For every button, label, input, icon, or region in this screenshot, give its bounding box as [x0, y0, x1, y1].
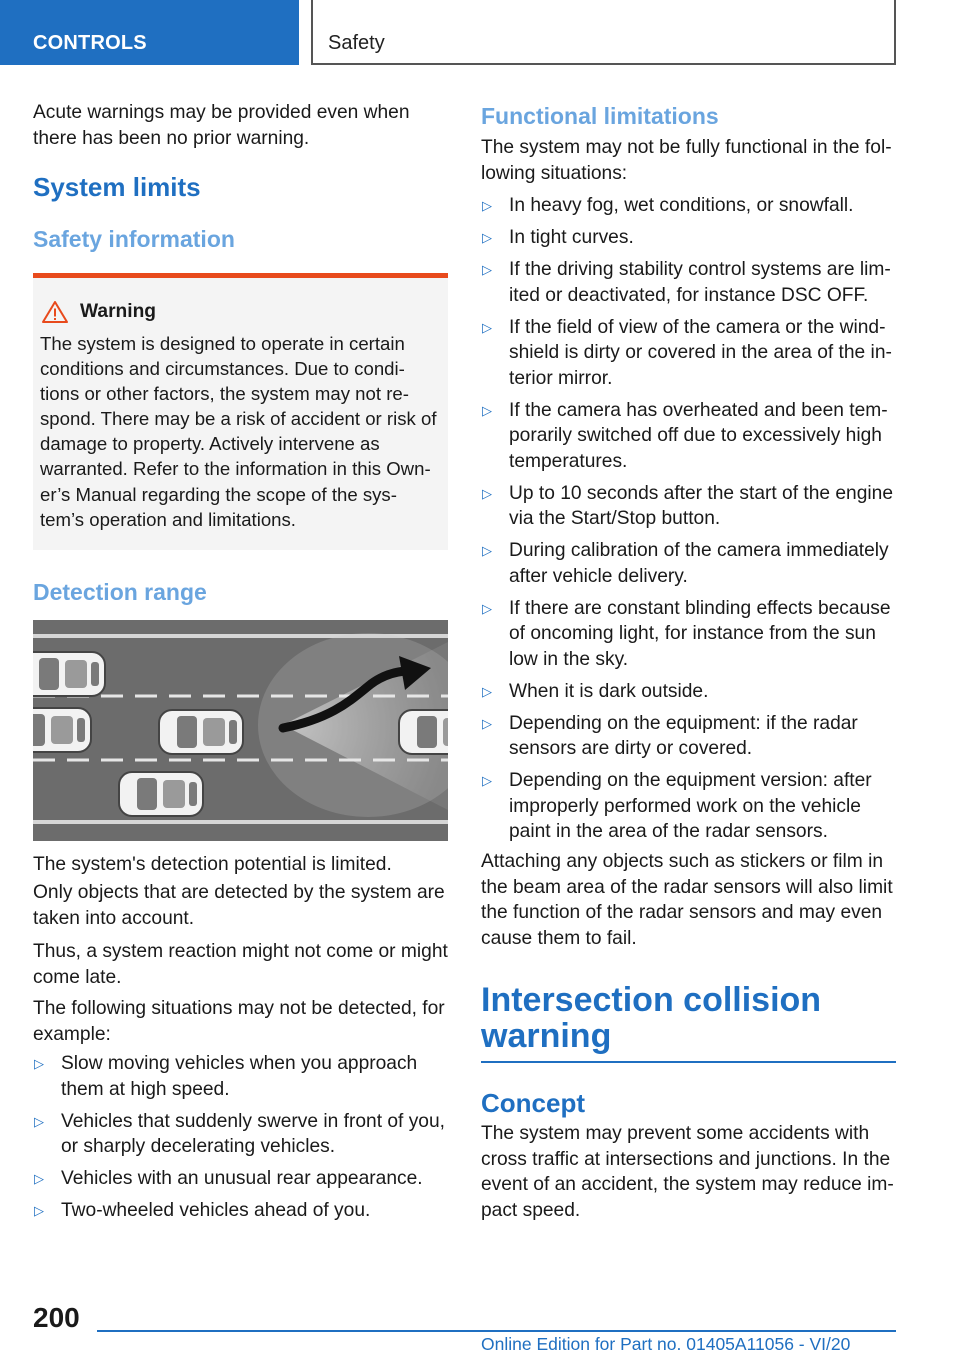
heading-concept: Concept: [481, 1088, 585, 1118]
functional-bullet-list: [481, 193, 896, 845]
list-item: ▷ Two-wheeled vehicles ahead of you.: [33, 1198, 448, 1224]
header-section-label: CONTROLS: [33, 32, 147, 54]
list-item: ▷ If the camera has overheated and been tem-porarily switched off due to excessively high temperatures.: [481, 398, 896, 475]
detection-paragraph-3: Thus, a system reaction might not come or might come late.: [33, 941, 448, 988]
detection-range-diagram: [33, 620, 448, 841]
detection-bullet-list: [33, 1051, 448, 1224]
bullet-triangle-icon: ▷: [482, 543, 492, 558]
detection-range-illustration: [33, 620, 448, 841]
right-column: [481, 100, 896, 1223]
list-item: ▷ In tight curves.: [481, 225, 896, 251]
bullet-triangle-icon: ▷: [482, 773, 492, 788]
header-chapter-box: [311, 0, 896, 65]
bullet-triangle-icon: ▷: [482, 198, 492, 213]
bullet-triangle-icon: ▷: [482, 230, 492, 245]
list-item: ▷ In heavy fog, wet conditions, or snowfall.: [481, 193, 896, 219]
list-item: ▷ Up to 10 seconds after the start of the engine via the Start/Stop button.: [481, 481, 896, 532]
warning-triangle-icon: [41, 300, 69, 324]
heading-functional-limitations: Functional limitations: [481, 103, 719, 129]
heading-detection-range: Detection range: [33, 578, 207, 605]
functional-intro: The system may not be fully functional in the fol-lowing situations:: [481, 137, 892, 184]
heading-system-limits: System limits: [33, 172, 201, 202]
left-column: [33, 100, 448, 1230]
concept-paragraph: The system may prevent some accidents with cross traffic at intersections and junctions. In the event of an accident, the system may reduce im-pact speed.: [481, 1123, 894, 1221]
list-item: ▷ Slow moving vehicles when you approach them at high speed.: [33, 1051, 448, 1102]
footer-edition: Online Edition for Part no. 01405A11056 - VI/20: [481, 1334, 851, 1354]
warning-box: [33, 273, 448, 550]
list-item: ▷ Depending on the equipment version: after improperly performed work on the vehicle paint in the area of the radar sensors.: [481, 768, 896, 845]
list-item: ▷ When it is dark outside.: [481, 679, 896, 705]
list-item: ▷ If the field of view of the camera or the wind-shield is dirty or covered in the area of the in-terior mirror.: [481, 315, 896, 392]
footer-rule: [97, 1330, 896, 1332]
list-item: ▷ Vehicles that suddenly swerve in front of you, or sharply decelerating vehicles.: [33, 1109, 448, 1160]
header-section-tab: [0, 0, 299, 65]
bullet-triangle-icon: ▷: [34, 1113, 44, 1129]
bullet-triangle-icon: ▷: [34, 1171, 44, 1187]
bullet-triangle-icon: ▷: [482, 715, 492, 731]
functional-outro: Attaching any objects such as stickers or film in the beam area of the radar sensors will also limit the function of the radar sensors and may even cause them to fail.: [481, 851, 893, 949]
bullet-triangle-icon: ▷: [34, 1056, 44, 1072]
detection-paragraph-2: Only objects that are detected by the system are taken into account.: [33, 882, 445, 929]
detection-paragraph-1: The system's detection potential is limited.: [33, 853, 392, 875]
bullet-triangle-icon: ▷: [482, 402, 492, 418]
list-item: ▷ If the driving stability control systems are lim-ited or deactivated, for instance DSC OFF.: [481, 257, 896, 308]
list-item: ▷ If there are constant blinding effects because of oncoming light, for instance from the sun low in the sky.: [481, 596, 896, 673]
bullet-triangle-icon: ▷: [482, 485, 492, 501]
list-item: ▷ Vehicles with an unusual rear appearance.: [33, 1166, 448, 1192]
intro-paragraph: Acute warnings may be provided even when there has been no prior warning.: [33, 102, 410, 149]
warning-title: [40, 299, 440, 324]
warning-title-text: Warning: [80, 301, 157, 322]
page-number: 200: [33, 1302, 80, 1333]
bullet-triangle-icon: ▷: [482, 262, 492, 277]
heading-safety-information: Safety information: [33, 226, 235, 252]
header-chapter-label: Safety: [328, 32, 385, 54]
bullet-triangle-icon: ▷: [482, 319, 492, 335]
list-item: ▷ Depending on the equipment: if the radar sensors are dirty or covered.: [481, 711, 896, 762]
list-item: ▷ During calibration of the camera immediately after vehicle delivery.: [481, 538, 896, 589]
detection-paragraph-4: The following situations may not be detected, for example:: [33, 998, 445, 1045]
bullet-triangle-icon: ▷: [34, 1203, 44, 1219]
warning-body: The system is designed to operate in certain conditions and circumstances. Due to condi-tions or other factors, the system may not re-spond. There may be a risk of accident or risk of damage to property. Actively intervene as warranted. Refer to the information in this Own-er’s Manual regarding the scope of the sys-tem’s operation and limitations.: [40, 333, 437, 530]
heading-intersection-collision-warning: Intersection collision warning: [481, 982, 896, 1063]
bullet-triangle-icon: ▷: [482, 600, 492, 616]
bullet-triangle-icon: ▷: [482, 683, 492, 699]
